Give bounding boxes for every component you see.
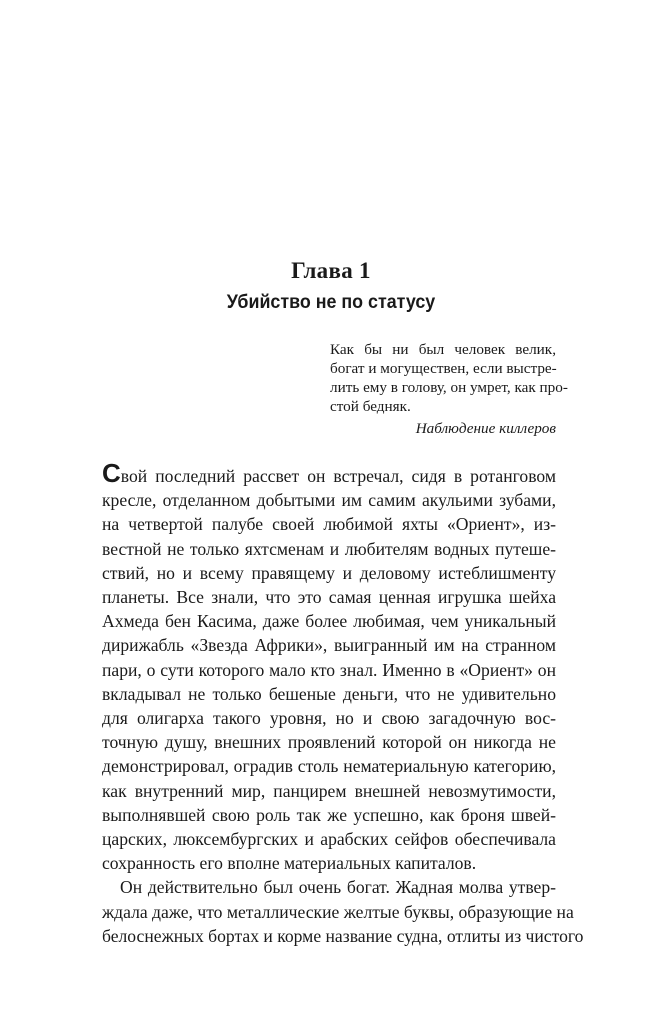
paragraph-line: выполнявшей свою роль так же успешно, как броня швей- [102,804,556,825]
first-line-text: вой последний рассвет он встречал, сидя в ротанговом [120,466,556,486]
paragraph-line: Он действительно был очень богат. Жадная молва утвер- [120,877,556,898]
paragraph-line: Ахмеда бен Касима, даже более любимая, чем уникальный [102,611,556,632]
paragraph-line: ждала даже, что металлические желтые буквы, образующие на [102,901,574,922]
paragraph-line: пари, о сути которого мало кто знал. Именно в «Ориент» он [102,659,556,680]
paragraph-line: белоснежных бортах и корме название судна, отлиты из чистого [102,925,584,946]
paragraph-line: дирижабль «Звезда Африки», выигранный им на странном [102,635,556,656]
paragraph-line: планеты. Все знали, что это самая ценная игрушка шейха [102,587,556,608]
paragraph-line: вкладывал не только бешеные деньги, что не удивительно [102,683,556,704]
paragraph-line: вестной не только яхтсменам и любителям водных путеше- [102,538,556,559]
paragraph-line: кресле, отделанном добытыми им самим акульими зубами, [102,490,556,511]
chapter-number: Глава 1 [291,258,371,283]
paragraph-line-first [102,458,556,488]
paragraph-line: для олигарха такого уровня, но и свою загадочную вос- [102,708,556,729]
paragraph-line: сохранность его вполне материальных капиталов. [102,853,477,874]
chapter-body [102,458,584,948]
paragraph-line: точную душу, внешних проявлений которой он никогда не [102,732,556,753]
paragraph-line: ствий, но и всему правящему и деловому истеблишменту [102,562,556,583]
epigraph [330,340,568,438]
epigraph-line: Как бы ни был человек велик, [330,341,556,358]
paragraph-line: царских, люксембургских и арабских сейфов обеспечивала [102,829,556,850]
chapter-title: Убийство не по статусу [226,292,436,313]
paragraph-2 [102,875,584,948]
drop-cap: С [102,458,121,488]
epigraph-source: Наблюдение киллеров [415,420,556,437]
paragraph-line: как внутренний мир, панцирем внешней невозмутимости, [102,780,556,801]
paragraph-line: на четвертой палубе своей любимой яхты «Ориент», из- [102,514,556,535]
paragraph-line: демонстрировал, оградив столь нематериальную категорию, [102,756,556,777]
epigraph-line: лить ему в голову, он умрет, как про- [330,379,568,396]
epigraph-line: богат и могуществен, если выстре- [330,360,557,377]
epigraph-line: стой бедняк. [330,398,411,415]
paragraph-1 [102,458,556,875]
